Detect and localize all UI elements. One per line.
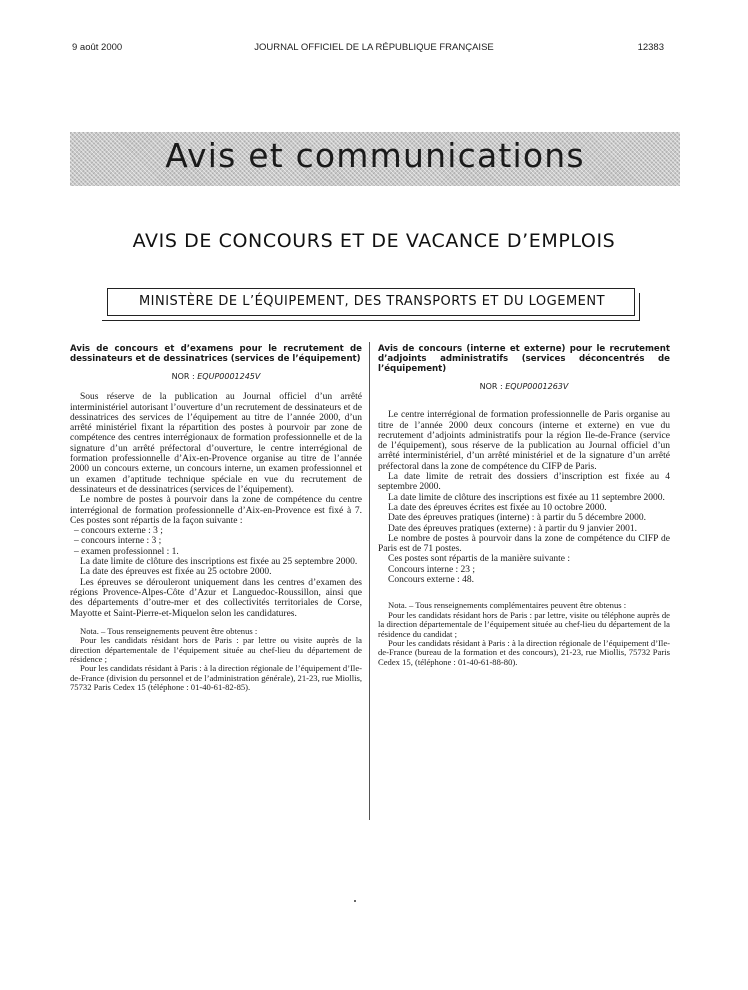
right-note-2: Pour les candidats résidant à Paris : à la direction régionale de l’équipement d’Ile-de-France (bureau de la formation et des concours), 21-23, rue Miollis, 75732 Paris Cedex 15, (téléphone : 01-40-61-88-80). bbox=[378, 637, 670, 667]
header-date: 9 août 2000 bbox=[72, 42, 123, 53]
right-nor-value: EQUP0001263V bbox=[505, 382, 569, 391]
ministry-box bbox=[107, 288, 635, 316]
banner-title: Avis et communications bbox=[165, 136, 585, 175]
column-divider bbox=[369, 342, 370, 820]
left-column bbox=[70, 344, 362, 693]
right-paragraph-8: Ces postes sont répartis de la manière suivante : bbox=[388, 554, 571, 565]
list-item: – examen professionnel : 1. bbox=[74, 546, 179, 557]
left-paragraph-1: Sous réserve de la publication au Journal officiel d’un arrêté interministériel autorisant l’ouverture d’un recrutement de dessinateurs et de dessinatrices des services de l’équipement au titre de l’année 2000, d’un arrêté ministériel fixant la répartition des postes à pourvoir par zone de compétence des centres interrégionaux de formation professionnelle et de la signature d’un arrêté préfectoral d’ouverture, le centre interrégional de formation professionnelle d’Aix-en-Provence organise au titre de l’année 2000 un concours externe, un concours interne, un examen professionnel et un examen d’aptitude technique spéciale en vue du recrutement de dessinateurs et de dessinatrices (services de l’équipement). bbox=[70, 392, 362, 495]
right-paragraph-4: La date des épreuves écrites est fixée au 10 octobre 2000. bbox=[388, 502, 607, 513]
right-article-title: Avis de concours (interne et externe) pour le recrutement d’adjoints administratifs (services déconcentrés de l’équipement) bbox=[378, 344, 670, 374]
left-article-title: Avis de concours et d’examens pour le recrutement de dessinateurs et de dessinatrices (services de l’équipement) bbox=[70, 344, 362, 364]
page-mark bbox=[354, 900, 356, 902]
left-paragraph-3: La date limite de clôture des inscriptions est fixée au 25 septembre 2000. bbox=[80, 557, 358, 568]
right-paragraph-9: Concours interne : 23 ; bbox=[388, 564, 476, 575]
list-item: – concours externe : 3 ; bbox=[74, 526, 163, 537]
right-paragraph-6: Date des épreuves pratiques (externe) : à partir du 9 janvier 2001. bbox=[388, 523, 638, 534]
left-list bbox=[70, 526, 362, 557]
page-title: AVIS DE CONCOURS ET DE VACANCE D’EMPLOIS bbox=[132, 230, 616, 252]
left-paragraph-2: Le nombre de postes à pourvoir dans la zone de compétence du centre interrégional de formation professionnelle d’Aix-en-Provence est fixé à 7. Ces postes sont répartis de la façon suivante : bbox=[70, 495, 362, 526]
left-nor bbox=[70, 372, 362, 382]
left-nota: Nota. – Tous renseignements peuvent être obtenus : bbox=[80, 625, 258, 636]
header-journal-title: JOURNAL OFFICIEL DE LA RÉPUBLIQUE FRANÇAISE bbox=[254, 42, 494, 53]
left-nor-value: EQUP0001245V bbox=[197, 372, 261, 381]
left-paragraph-5: Les épreuves se dérouleront uniquement dans les centres d’examen des régions Provence-Alpes-Côte d’Azur et Languedoc-Roussillon, ainsi que des départements d’outre-mer et des collectivités territoriales de Corse, Mayotte et Saint-Pierre-et-Miquelon selon les candidatures. bbox=[70, 577, 362, 619]
list-item: – concours interne : 3 ; bbox=[74, 536, 162, 547]
section-banner bbox=[70, 132, 680, 186]
left-note-2: Pour les candidats résidant à Paris : à la direction régionale de l’équipement d’Ile-de-France (division du personnel et de l’administration générale), 21-23, rue Miollis, 75732 Paris Cedex 15 (téléphone : 01-40-61-82-85). bbox=[70, 663, 362, 693]
spacer bbox=[378, 585, 670, 593]
right-paragraph-3: La date limite de clôture des inscriptions est fixée au 11 septembre 2000. bbox=[388, 492, 665, 503]
right-nor bbox=[378, 382, 670, 392]
right-column bbox=[378, 344, 670, 667]
right-note-1: Pour les candidats résidant hors de Paris : par lettre, visite ou téléphone auprès de la direction départementale de l’équipement située au chef-lieu du département de la résidence du candidat ; bbox=[378, 609, 670, 639]
right-paragraph-10: Concours externe : 48. bbox=[388, 575, 475, 586]
header-page-number: 12383 bbox=[637, 42, 664, 53]
left-nor-label: NOR : bbox=[171, 372, 195, 381]
right-nota: Nota. – Tous renseignements complémentaires peuvent être obtenus : bbox=[388, 600, 627, 611]
right-paragraph-5: Date des épreuves pratiques (interne) : à partir du 5 décembre 2000. bbox=[388, 513, 646, 524]
left-paragraph-4: La date des épreuves est fixée au 25 octobre 2000. bbox=[80, 567, 272, 578]
right-paragraph-1: Le centre interrégional de formation professionnelle de Paris organise au titre de l’année 2000 deux concours (interne et externe) en vue du recrutement d’adjoints administratifs pour la région Ile-de-France (service de l’équipement), sous réserve de la publication au Journal officiel d’un arrêté interministériel, d’un arrêté ministériel et de la signature d’un arrêté préfectoral dans la zone de compétence du CIFP de Paris. bbox=[378, 410, 670, 472]
ministry-title: MINISTÈRE DE L’ÉQUIPEMENT, DES TRANSPORTS ET DU LOGEMENT bbox=[138, 294, 606, 309]
left-note-1: Pour les candidats résidant hors de Paris : par lettre ou visite auprès de la direction départementale de l’équipement située au chef-lieu du département de résidence ; bbox=[70, 635, 362, 665]
right-paragraph-2: La date limite de retrait des dossiers d’inscription est fixée au 4 septembre 2000. bbox=[378, 472, 670, 493]
right-nor-label: NOR : bbox=[479, 382, 503, 391]
right-paragraph-7: Le nombre de postes à pourvoir dans la zone de compétence du CIFP de Paris est de 71 postes. bbox=[378, 533, 670, 555]
